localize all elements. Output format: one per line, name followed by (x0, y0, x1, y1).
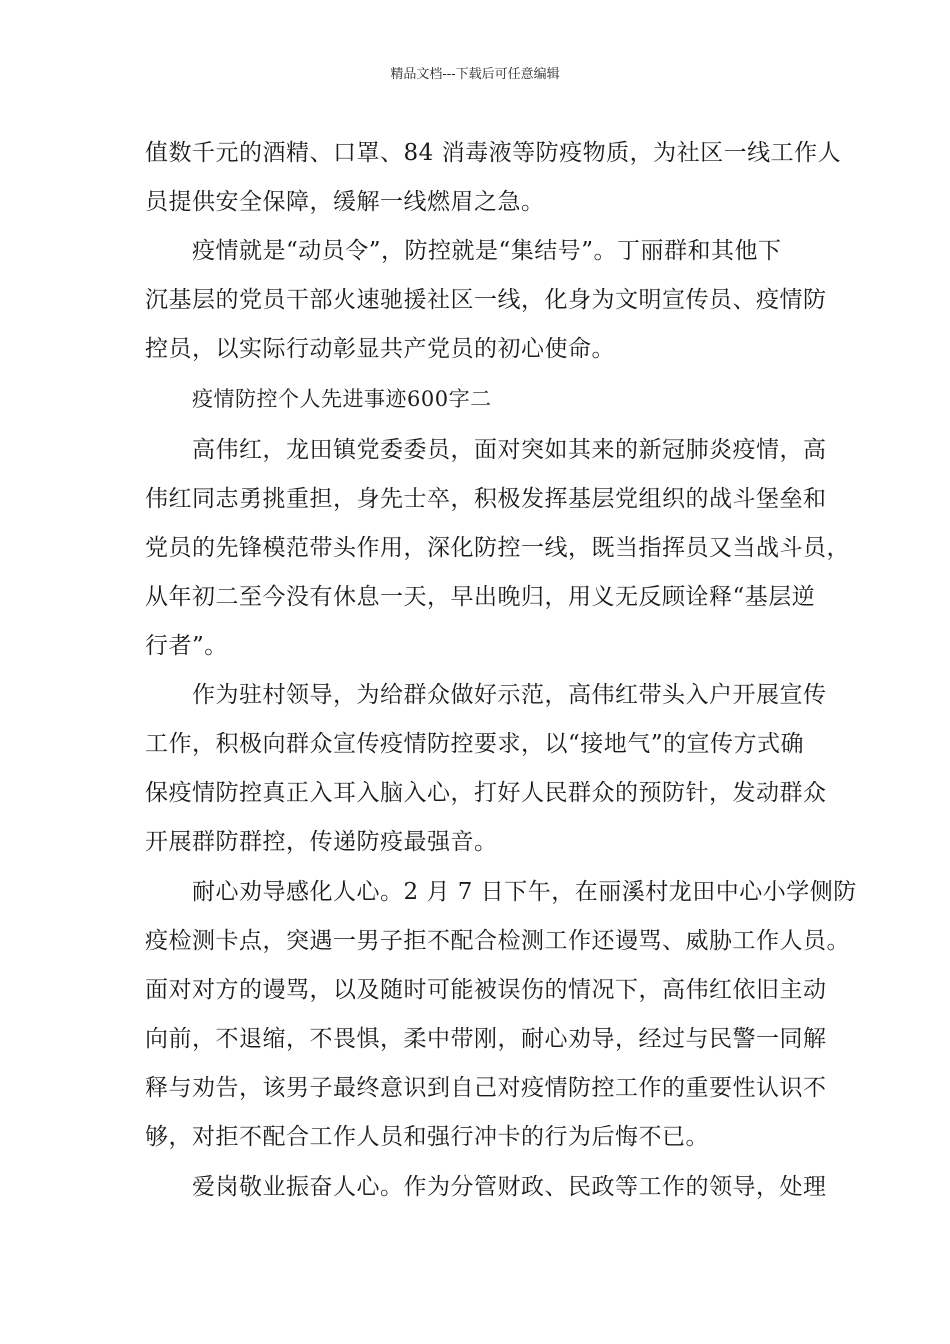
paragraph-start-line: 疫情就是“动员令”，防控就是“集结号”。丁丽群和其他下 (192, 238, 782, 264)
text-line: 党员的先锋模范带头作用，深化防控一线，既当指挥员又当战斗员， (145, 535, 850, 561)
text-line: 沉基层的党员干部火速驰援社区一线，化身为文明宣传员、疫情防 (145, 287, 827, 313)
text-line: 开展群防群控，传递防疫最强音。 (145, 829, 498, 855)
page-header: 精品文档---下载后可任意编辑 (390, 67, 560, 82)
text-line: 伟红同志勇挑重担，身先士卒，积极发挥基层党组织的战斗堡垒和 (145, 486, 827, 512)
text-line: 疫检测卡点，突遇一男子拒不配合检测工作还谩骂、威胁工作人员。 (145, 928, 850, 954)
text-line: 保疫情防控真正入耳入脑入心，打好人民群众的预防针，发动群众 (145, 780, 827, 806)
paragraph-start-line: 耐心劝导感化人心。2 月 7 日下午，在丽溪村龙田中心小学侧防 (192, 879, 857, 905)
text-line: 工作，积极向群众宣传疫情防控要求，以“接地气”的宣传方式确 (145, 731, 805, 757)
text-line: 控员，以实际行动彰显共产党员的初心使命。 (145, 336, 615, 362)
text-line: 向前，不退缩，不畏惧，柔中带刚，耐心劝导，经过与民警一同解 (145, 1026, 827, 1052)
text-line: 员提供安全保障，缓解一线燃眉之急。 (145, 189, 545, 215)
section-heading: 疫情防控个人先进事迹600字二 (192, 387, 492, 411)
text-line: 够，对拒不配合工作人员和强行冲卡的行为后悔不已。 (145, 1124, 709, 1150)
paragraph-start-line: 作为驻村领导，为给群众做好示范，高伟红带头入户开展宣传 (192, 682, 827, 708)
text-line: 释与劝告，该男子最终意识到自己对疫情防控工作的重要性认识不 (145, 1075, 827, 1101)
text-line: 值数千元的酒精、口罩、84 消毒液等防疫物质，为社区一线工作人 (145, 140, 842, 166)
text-line: 行者”。 (145, 633, 228, 659)
text-line: 面对对方的谩骂，以及随时可能被误伤的情况下，高伟红依旧主动 (145, 977, 827, 1003)
paragraph-start-line: 爱岗敬业振奋人心。作为分管财政、民政等工作的领导，处理 (192, 1174, 827, 1200)
paragraph-start-line: 高伟红，龙田镇党委委员，面对突如其来的新冠肺炎疫情，高 (192, 437, 827, 463)
text-line: 从年初二至今没有休息一天，早出晚归，用义无反顾诠释“基层逆 (145, 584, 816, 610)
